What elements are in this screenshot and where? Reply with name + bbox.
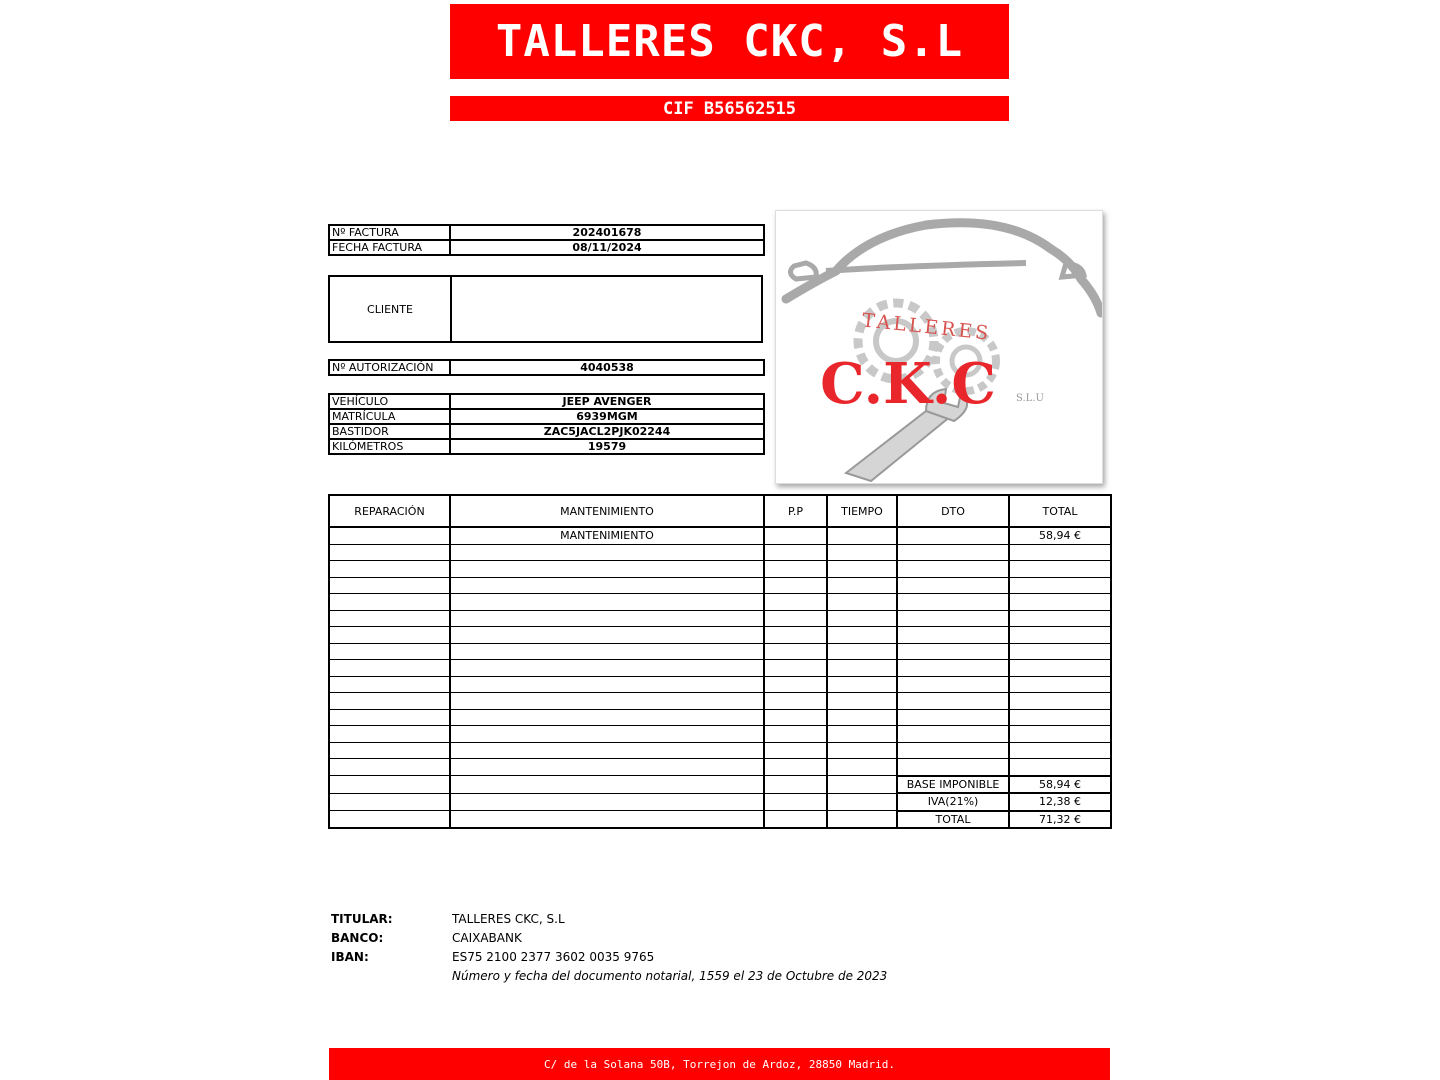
invoice-number-row: [329, 225, 764, 240]
invoice-date-label: FECHA FACTURA: [329, 240, 450, 255]
column-header-pp: P.P: [764, 495, 827, 527]
iban-value: ES75 2100 2377 3602 0035 9765: [452, 950, 655, 964]
notary-note: Número y fecha del documento notarial, 1559 el 23 de Octubre de 2023: [452, 969, 888, 983]
invoice-number-value: 202401678: [450, 225, 764, 240]
vehicle-table: [328, 393, 765, 455]
cif-text: CIF B56562515: [662, 98, 797, 119]
table-row: [329, 643, 1111, 660]
item-description: MANTENIMIENTO: [450, 527, 764, 544]
bank-row: [331, 929, 887, 948]
item-repair: [329, 527, 450, 544]
table-row: [329, 726, 1111, 743]
column-header-time: TIEMPO: [827, 495, 897, 527]
authorization-table: [328, 359, 765, 376]
column-header-total: TOTAL: [1009, 495, 1111, 527]
table-row: [329, 627, 1111, 644]
car-wrench-logo-icon: [776, 211, 1102, 483]
table-row: [329, 693, 1111, 710]
base-value: 58,94 €: [1009, 776, 1111, 794]
client-label: CLIENTE: [330, 277, 452, 341]
company-banner: [450, 4, 1009, 79]
grand-total-row: [329, 811, 1111, 829]
iban-label: IBAN:: [331, 950, 369, 964]
table-row: [329, 594, 1111, 611]
cif-banner: [450, 96, 1009, 121]
bank-value: CAIXABANK: [452, 931, 522, 945]
vehicle-label: VEHÍCULO: [329, 394, 450, 409]
chassis-label: BASTIDOR: [329, 424, 450, 439]
item-pp: [764, 527, 827, 544]
invoice-info-table: [328, 224, 765, 256]
authorization-value: 4040538: [450, 360, 764, 375]
vehicle-row: [329, 394, 764, 409]
footer-banner: [329, 1048, 1110, 1080]
grand-total-value: 71,32 €: [1009, 811, 1111, 829]
logo-main-text: C.K.C: [820, 351, 996, 417]
invoice-date-row: [329, 240, 764, 255]
plate-label: MATRÍCULA: [329, 409, 450, 424]
table-row: [329, 544, 1111, 561]
table-row: [329, 577, 1111, 594]
items-body: [329, 527, 1111, 828]
table-row: [329, 561, 1111, 578]
plate-value: 6939MGM: [450, 409, 764, 424]
client-box: [328, 275, 763, 343]
base-label: BASE IMPONIBLE: [897, 776, 1009, 794]
bank-details: [331, 910, 887, 986]
plate-row: [329, 409, 764, 424]
table-row: [329, 742, 1111, 759]
logo-suffix-text: S.L.U: [1016, 393, 1044, 404]
company-logo: [775, 210, 1103, 484]
mileage-row: [329, 439, 764, 454]
mileage-value: 19579: [450, 439, 764, 454]
column-header-maintenance: MANTENIMIENTO: [450, 495, 764, 527]
chassis-row: [329, 424, 764, 439]
vat-value: 12,38 €: [1009, 793, 1111, 811]
bank-label: BANCO:: [331, 931, 384, 945]
column-header-repair: REPARACIÓN: [329, 495, 450, 527]
base-row: [329, 776, 1111, 794]
authorization-row: [329, 360, 764, 375]
client-value: [452, 277, 761, 341]
holder-row: [331, 910, 887, 929]
invoice-date-value: 08/11/2024: [450, 240, 764, 255]
holder-label: TITULAR:: [331, 912, 393, 926]
iban-row: [331, 948, 887, 967]
items-header-row: [329, 495, 1111, 527]
company-name: TALLERES CKC, S.L: [495, 16, 964, 67]
notary-row: [331, 967, 887, 986]
chassis-value: ZAC5JACL2PJK02244: [450, 424, 764, 439]
table-row: [329, 676, 1111, 693]
items-table: [328, 494, 1112, 829]
item-time: [827, 527, 897, 544]
invoice-number-label: Nº FACTURA: [329, 225, 450, 240]
grand-total-label: TOTAL: [897, 811, 1009, 829]
table-row: [329, 610, 1111, 627]
table-row: [329, 660, 1111, 677]
footer-address: C/ de la Solana 50B, Torrejon de Ardoz, 28850 Madrid.: [544, 1057, 895, 1071]
table-row: [329, 527, 1111, 544]
vat-label: IVA(21%): [897, 793, 1009, 811]
holder-value: TALLERES CKC, S.L: [452, 912, 565, 926]
vat-row: [329, 793, 1111, 811]
item-total: 58,94 €: [1009, 527, 1111, 544]
vehicle-value: JEEP AVENGER: [450, 394, 764, 409]
table-row: [329, 759, 1111, 776]
table-row: [329, 709, 1111, 726]
authorization-label: Nº AUTORIZACIÓN: [329, 360, 450, 375]
mileage-label: KILÓMETROS: [329, 439, 450, 454]
item-discount: [897, 527, 1009, 544]
logo-top-text: TALLERES: [861, 309, 993, 345]
column-header-discount: DTO: [897, 495, 1009, 527]
